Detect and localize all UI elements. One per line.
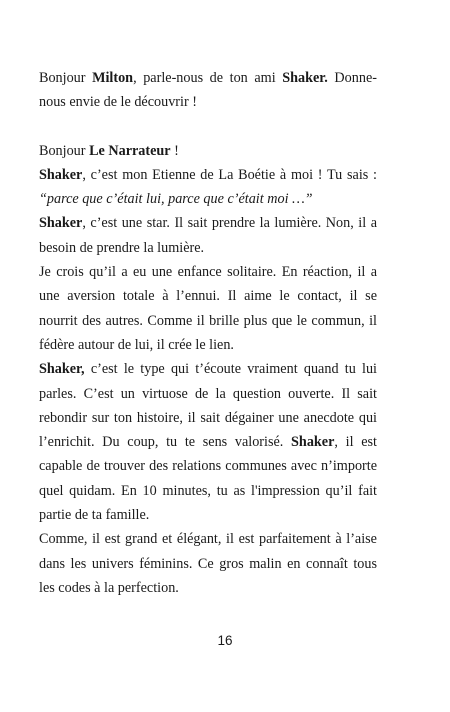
quote-text: “parce que c’était lui, parce que c’était moi …” [39,191,313,208]
paragraph-boetie [39,163,377,187]
body-text [39,66,377,600]
page-number: 16 [217,633,233,648]
name-shaker: Shaker [291,434,335,451]
text-run: , c’est mon Etienne de La Boétie à moi ! Tu sais : [82,166,377,183]
text-run: Donne-nous envie de le découvrir ! [39,70,377,111]
paragraph-elegant [39,527,377,600]
text-run: Bonjour [39,142,90,159]
text-run: Bonjour [39,70,93,86]
text-run: , il est capable de trouver des relations communes avec n’importe quel quidam. En 10 minutes, tu as l'impression qu’il fait partie de ta famille. [39,434,377,524]
paragraph-star [39,211,377,260]
text-run: , c’est une star. Il sait prendre la lumière. Non, il a besoin de prendre la lumière. [39,215,377,256]
paragraph-quote [39,187,377,211]
name-shaker: Shaker [39,215,83,232]
text-run: Comme, il est grand et élégant, il est parfaitement à l’aise dans les univers féminins. Ce gros malin en connaît tous les codes à la perfection. [39,531,377,596]
paragraph-greeting-milton [39,66,377,115]
paragraph-enfance [39,260,377,357]
text-run: ! [170,142,179,159]
text-run: c’est le type qui t’écoute vraiment quand tu lui parles. C’est un virtuose de la question ouverte. Il sait rebondir sur ton histoire, il sait dégainer une anecdote qui l’enrichit. Du coup, tu te sens valorisé. [39,361,377,451]
name-narrateur: Le Narrateur [89,142,171,159]
name-milton: Milton [92,70,134,86]
text-run: Je crois qu’il a eu une enfance solitaire. En réaction, il a une aversion totale à l’ennui. Il aime le contact, il se nourrit des autres. Comme il brille plus que le commun, il fédère autour de lui, il crée le lien. [39,264,377,353]
name-shaker: Shaker, [39,361,85,378]
name-shaker: Shaker [39,166,83,183]
paragraph-ecoute [39,357,377,527]
text-run: , parle-nous de ton ami [133,70,283,86]
name-shaker: Shaker. [282,70,328,86]
paragraph-greeting-narrateur [39,139,377,163]
